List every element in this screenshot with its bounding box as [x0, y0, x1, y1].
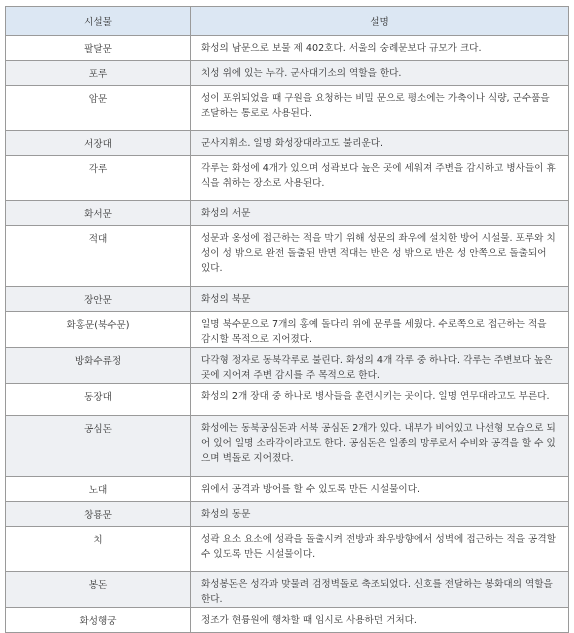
header-description: 설명 [191, 7, 569, 36]
facility-description: 위에서 공격과 방어를 할 수 있도록 만든 시설물이다. [191, 477, 569, 502]
facility-description: 성이 포위되었을 때 구원을 요청하는 비밀 문으로 평소에는 가축이나 식량, 군수품을 조달하는 통로로 사용된다. [191, 86, 569, 131]
facility-name: 노대 [6, 477, 191, 502]
table-row [6, 287, 569, 312]
table-row [6, 477, 569, 502]
facility-name: 팔달문 [6, 36, 191, 61]
facility-description: 성문과 옹성에 접근하는 적을 막기 위해 성문의 좌우에 설치한 방어 시설물. 포루와 치성이 성 밖으로 완전 돌출된 반면 적대는 반은 성 밖으로 반은 성 안쪽으로 돌출되어 있다. [191, 226, 569, 287]
header-facility: 시설물 [6, 7, 191, 36]
table-row [6, 226, 569, 287]
table-row [6, 608, 569, 633]
table-row [6, 416, 569, 477]
facility-description: 정조가 현륭원에 행차할 때 임시로 사용하던 거처다. [191, 608, 569, 633]
table-row [6, 201, 569, 226]
table-row [6, 572, 569, 608]
table-row [6, 502, 569, 527]
facility-name: 적대 [6, 226, 191, 287]
facility-name: 화서문 [6, 201, 191, 226]
facility-description: 화성의 남문으로 보물 제 402호다. 서울의 숭례문보다 규모가 크다. [191, 36, 569, 61]
table-row [6, 312, 569, 348]
facility-description: 성곽 요소 요소에 성곽을 돌출시켜 전방과 좌우방향에서 성벽에 접근하는 적을 공격할 수 있도록 만든 시설물이다. [191, 527, 569, 572]
table-row [6, 36, 569, 61]
facility-description: 화성에는 동북공심돈과 서북 공심돈 2개가 있다. 내부가 비어있고 나선형 모습으로 되어 있어 일명 소라각이라고도 한다. 공심돈은 일종의 망루로서 수비와 공격을 할 수 있으며 벽돌로 지어졌다. [191, 416, 569, 477]
table-header-row [6, 7, 569, 36]
facility-name: 화홍문(북수문) [6, 312, 191, 348]
facility-name: 암문 [6, 86, 191, 131]
facility-description: 일명 북수문으로 7개의 홍예 돌다리 위에 문루를 세웠다. 수로쪽으로 접근하는 적을 감시할 목적으로 지어졌다. [191, 312, 569, 348]
table-row [6, 527, 569, 572]
facility-description: 화성의 북문 [191, 287, 569, 312]
table-row [6, 384, 569, 416]
facility-description: 각루는 화성에 4개가 있으며 성곽보다 높은 곳에 세워져 주변을 감시하고 병사들이 휴식을 취하는 장소로 사용된다. [191, 156, 569, 201]
facility-name: 서장대 [6, 131, 191, 156]
facility-name: 창룡문 [6, 502, 191, 527]
facility-description: 화성의 동문 [191, 502, 569, 527]
facility-name: 화성행궁 [6, 608, 191, 633]
table-row [6, 86, 569, 131]
facility-name: 각루 [6, 156, 191, 201]
facility-name: 방화수류정 [6, 348, 191, 384]
facility-description: 다각형 정자로 동북각루로 불린다. 화성의 4개 각루 중 하나다. 각루는 주변보다 높은 곳에 지어져 주변 감시를 주 목적으로 한다. [191, 348, 569, 384]
facility-name: 포루 [6, 61, 191, 86]
table-row [6, 131, 569, 156]
facility-description: 치성 위에 있는 누각. 군사대기소의 역할을 한다. [191, 61, 569, 86]
table-row [6, 348, 569, 384]
facility-description: 군사지휘소. 일명 화성장대라고도 불리운다. [191, 131, 569, 156]
facility-description: 화성의 서문 [191, 201, 569, 226]
table-row [6, 61, 569, 86]
table-row [6, 156, 569, 201]
facility-name: 봉돈 [6, 572, 191, 608]
facility-name: 동장대 [6, 384, 191, 416]
facility-name: 치 [6, 527, 191, 572]
facility-description: 화성봉돈은 성각과 맞물려 검정벽돌로 축조되었다. 신호를 전달하는 봉화대의 역할을 한다. [191, 572, 569, 608]
facility-name: 공심돈 [6, 416, 191, 477]
facility-table [5, 6, 569, 633]
facility-name: 장안문 [6, 287, 191, 312]
facility-description: 화성의 2개 장대 중 하나로 병사들을 훈련시키는 곳이다. 일명 연무대라고도 부른다. [191, 384, 569, 416]
